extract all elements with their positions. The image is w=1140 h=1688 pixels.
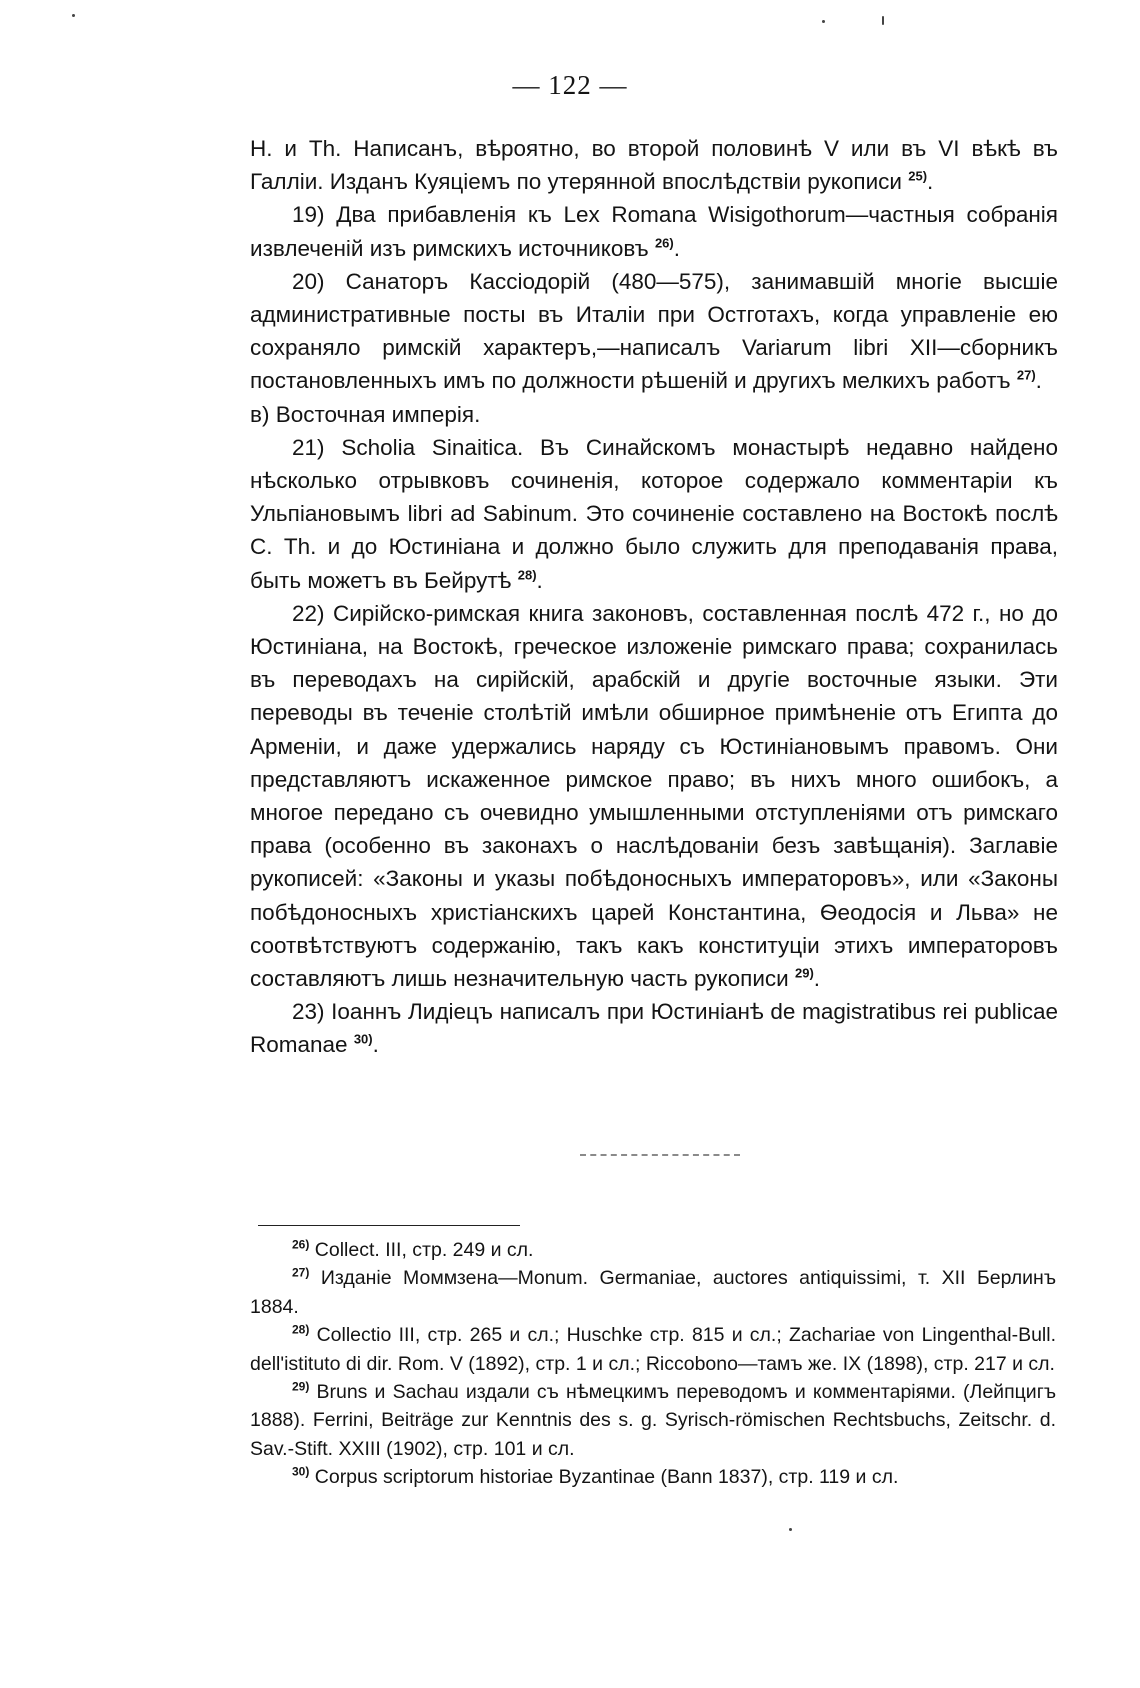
footnote-29: $^{29)}$ Bruns и Sachau издали съ нѣмецкимъ переводомъ и комментаріями. (Лейпцигъ 1888). Ferrini, Beiträge zur Kenntnis des s. g. Syrisch-römischen Rechtsbuchs, Zeitschr. d. Sav.-Stift. XXIII (1902), стр. 101 и сл. [250,1379,1057,1460]
paragraph-22: 22) Сирійско-римская книга законовъ, составленная послѣ 472 г., но до Юстиніана, на Востокѣ, греческое изложеніе римскаго права; сохранилась въ переводахъ на сирійскій, арабскій и другіе восточные языки. Эти переводы въ теченіе столѣтій имѣли обширное примѣненіе отъ Египта до Арменіи, и даже удержались наряду съ Юстиніановымъ правомъ. Они представляютъ искаженное римское право; въ нихъ много ошибокъ, а многое передано съ очевидно умышленными отступленіями отъ римскаго права (особенно въ законахъ о наслѣдованіи безъ завѣщанія). Заглавіе рукописей: «Законы и указы побѣдоносныхъ императоровъ», или «Законы побѣдоносныхъ христіанскихъ царей Константина, Ѳеодосія и Льва» не соотвѣтствуютъ содержанію, такъ какъ конституціи этихъ императоровъ составляютъ лишь незначительную часть рукописи $^{29)}$. [250,600,1058,992]
section-heading-eastern-empire: в) Восточная имперія. [250,401,481,427]
paragraph-20: 20) Санаторъ Кассіодорій (480—575), занимавшій многіе высшіе административные посты въ Италіи при Остготахъ, когда управленіе ею сохраняло римскій характеръ,—написалъ Variarum libri XII—сборникъ постановленныхъ имъ по должности рѣшеній и другихъ мелкихъ работъ $^{27)}$. [250,268,1058,394]
footnote-30: $^{30)}$ Corpus scriptorum historiae Byzantinae (Bann 1837), стр. 119 и сл. [292,1464,899,1489]
scan-speck [72,14,75,17]
paragraph-21: 21) Scholia Sinaitica. Въ Синайскомъ монастырѣ недавно найдено нѣсколько отрывковъ сочиненія, которое содержало комментаріи къ Ульпіановымъ libri ad Sabinum. Это сочиненіе составлено на Востокѣ послѣ С. Th. и до Юстиніана и должно было служить для преподаванія права, быть можетъ въ Бейрутѣ $^{28)}$. [250,434,1058,593]
footnote-ref-30: 30) [353,1031,373,1047]
footnote-divider [258,1225,520,1226]
scan-speck [789,1528,792,1531]
footnote-ref-25: 25) [908,168,928,184]
scan-speck [822,20,825,23]
section-end-dash [580,1154,740,1158]
footnote-28: $^{28)}$ Collectio III, стр. 265 и сл.; Huschke стр. 815 и сл.; Zachariae von Lingenthal-Bull. dell'istituto di dir. Rom. V (1892), стр. 1 и сл.; Riccobono—тамъ же. IX (1898), стр. 217 и сл. [250,1322,1057,1375]
footnote-ref-27: 27) [1016,367,1036,383]
footnote-27: $^{27)}$ Изданіе Моммзена—Monum. Germaniae, auctores antiquissimi, т. XII Берлинъ 1884. [250,1265,1057,1318]
footnotes [250,1236,1056,1492]
paragraph-23: 23) Іоаннъ Лидіецъ написалъ при Юстиніанѣ de magistratibus rei publicae Romanae $^{30)}$. [250,999,1058,1058]
scan-speck [882,16,884,25]
main-text [250,132,1058,1062]
footnote-ref-26: 26) [654,235,674,251]
paragraph-continuation: Н. и Th. Написанъ, вѣроятно, во второй половинѣ V или въ VI вѣкѣ въ Галліи. Изданъ Куяціемъ по утерянной впослѣдствіи рукописи $^{25)}$. [250,136,1058,195]
page-number: — 122 — [512,70,628,100]
footnote-26: $^{26)}$ Collect. III, стр. 249 и сл. [292,1237,534,1261]
paragraph-19: 19) Два прибавленія къ Lex Romana Wisigothorum—частныя собранія извлеченій изъ римскихъ источниковъ $^{26)}$. [250,202,1058,261]
footnote-ref-29: 29) [795,965,814,981]
footnote-ref-28: 28) [517,567,537,583]
